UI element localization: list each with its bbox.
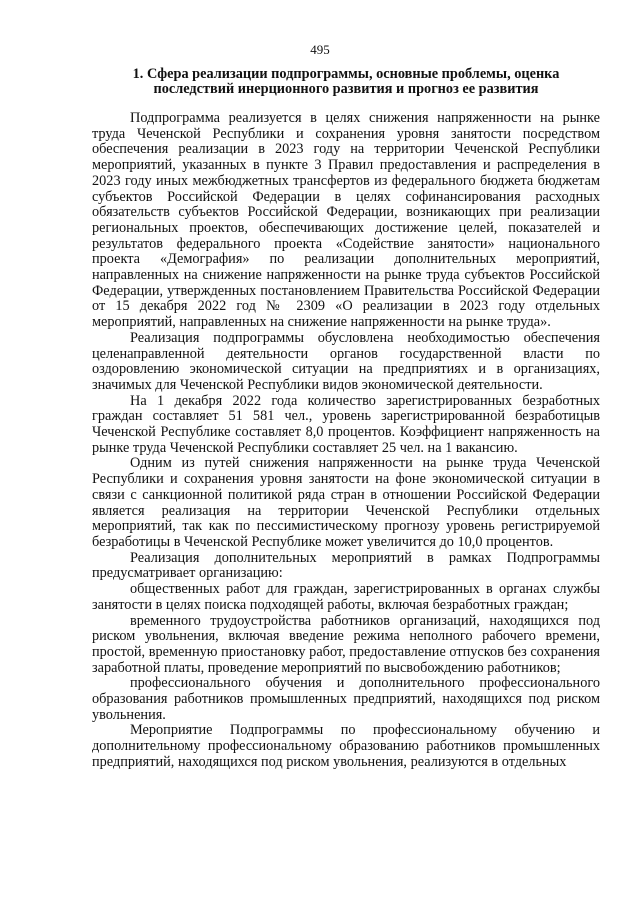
list-item: временного трудоустройства работников организаций, находящихся под риском увольнения, включая введение режима неполного рабочего времени, простой, временную приостановку работ, предоставление отпусков без сохранения заработной платы, проведение мероприятий по высвобождению работников;	[92, 612, 600, 676]
paragraph: Одним из путей снижения напряженности на рынке труда Чеченской Республики и сохранения уровня занятости на фоне экономической ситуации в связи с санкционной политикой ряда стран в отношении Российской Федерации является реализация на территории Чеченской Республики отдельных мероприятий, так как по пессимистическому прогнозу уровень регистрируемой безработицы в Чеченской Республике может увеличится до 10,0 процентов.	[92, 455, 600, 550]
paragraph: Мероприятие Подпрограммы по профессиональному обучению и дополнительному профессиональному образованию работников промышленных предприятий, находящихся под риском увольнения, реализуются в отдельных	[92, 722, 600, 770]
paragraph: Реализация подпрограммы обусловлена необходимостью обеспечения целенаправленной деятельности органов государственной власти по оздоровлению экономической ситуации на предприятиях и в организациях, значимых для Чеченской Республики видов экономической деятельности.	[92, 329, 600, 393]
paragraph: На 1 декабря 2022 года количество зарегистрированных безработных граждан составляет 51 581 чел., уровень зарегистрированной безработицыв Чеченской Республике составляет 8,0 процентов. Коэффициент напряженность на рынке труда Чеченской Республики составляет 25 чел. на 1 вакансию.	[92, 392, 600, 456]
list-item: общественных работ для граждан, зарегистрированных в органах службы занятости в целях поиска подходящей работы, включая безработных граждан;	[92, 581, 600, 613]
page-number: 495	[310, 42, 330, 57]
paragraph: Подпрограмма реализуется в целях снижения напряженности на рынке труда Чеченской Республики и сохранения уровня занятости посредством обеспечения реализации в 2023 году на территории Чеченской Республики мероприятий, указанных в пункте 3 Правил предоставления и распределения в 2023 году иных межбюджетных трансфертов из федерального бюджета бюджетам субъектов Российской Федерации в целях софинансирования расходных обязательств субъектов Российской Федерации, возникающих при реализации региональных проектов, обеспечивающих достижение целей, показателей и результатов федерального проекта «Содействие занятости» национального проекта «Демография» по реализации дополнительных мероприятий, направленных на снижение напряженности на рынке труда субъектов Российской Федерации, утвержденных постановлением Правительства Российской Федерации от 15 декабря 2022 год № 2309 «О реализации в 2023 году отдельных мероприятий, направленных на снижение напряженности на рынке труда».	[92, 110, 600, 331]
paragraph: Реализация дополнительных мероприятий в рамках Подпрограммы предусматривает организацию:	[92, 549, 600, 582]
body-text	[92, 111, 600, 771]
section-heading: 1. Сфера реализации подпрограммы, основные проблемы, оценка последствий инерционного развития и прогноз ее развития	[132, 66, 560, 97]
list-item: профессионального обучения и дополнительного профессионального образования работников промышленных предприятий, находящихся под риском увольнения.	[92, 675, 600, 723]
